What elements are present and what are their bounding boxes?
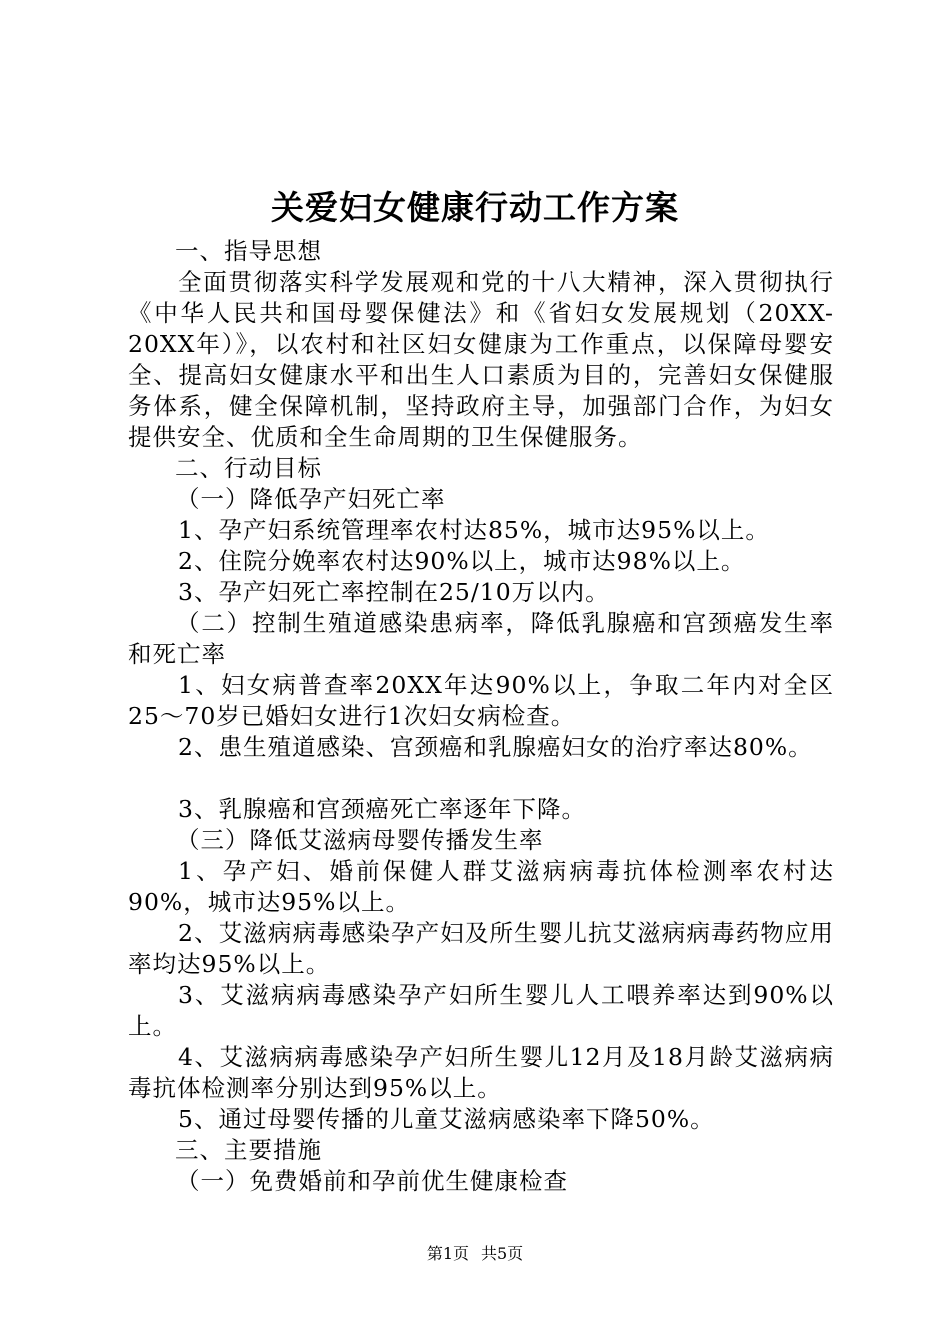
document-title: 关爱妇女健康行动工作方案 — [271, 188, 679, 227]
list-item: 1、孕产妇系统管理率农村达85%，城市达95%以上。 — [178, 516, 770, 544]
section-heading: 三、主要措施 — [175, 1136, 322, 1164]
subsection-heading: （一）免费婚前和孕前优生健康检查 — [176, 1167, 568, 1195]
page-number: 第1页 — [426, 1244, 469, 1263]
list-item: 3、乳腺癌和宫颈癌死亡率逐年下降。 — [178, 795, 586, 823]
list-item: 1、孕产妇、婚前保健人群艾滋病病毒抗体检测率农村达90%，城市达95%以上。 — [128, 857, 834, 916]
section-heading: 一、指导思想 — [175, 237, 322, 265]
list-item: 1、妇女病普查率20XX年达90%以上，争取二年内对全区25～70岁已婚妇女进行1次妇女病检查。 — [128, 671, 834, 730]
list-item: 3、艾滋病病毒感染孕产妇所生婴儿人工喂养率达到90%以上。 — [128, 981, 834, 1040]
list-item: 2、住院分娩率农村达90%以上，城市达98%以上。 — [178, 547, 746, 575]
document-body — [128, 236, 834, 1197]
page-total: 共5页 — [481, 1244, 524, 1263]
list-item: 2、艾滋病病毒感染孕产妇及所生婴儿抗艾滋病病毒药物应用率均达95%以上。 — [128, 919, 834, 978]
list-item: 2、患生殖道感染、宫颈癌和乳腺癌妇女的治疗率达80%。 — [178, 733, 813, 761]
subsection-heading: （一）降低孕产妇死亡率 — [176, 485, 446, 513]
list-item: 4、艾滋病病毒感染孕产妇所生婴儿12月及18月龄艾滋病病毒抗体检测率分别达到95%以上。 — [128, 1043, 834, 1102]
subsection-heading: （三）降低艾滋病母婴传播发生率 — [176, 826, 544, 854]
subsection-heading: （二）控制生殖道感染患病率，降低乳腺癌和宫颈癌发生率和死亡率 — [128, 609, 834, 668]
blank-line — [128, 763, 834, 794]
body-paragraph: 全面贯彻落实科学发展观和党的十八大精神，深入贯彻执行《中华人民共和国母婴保健法》和《省妇女发展规划（20XX-20XX年）》，以农村和社区妇女健康为工作重点，以保障母婴安全、提高妇女健康水平和出生人口素质为目的，完善妇女保健服务体系，健全保障机制，坚持政府主导，加强部门合作，为妇女提供安全、优质和全生命周期的卫生保健服务。 — [128, 268, 834, 451]
list-item: 3、孕产妇死亡率控制在25/10万以内。 — [178, 578, 610, 606]
list-item: 5、通过母婴传播的儿童艾滋病感染率下降50%。 — [178, 1105, 715, 1133]
section-heading: 二、行动目标 — [175, 454, 322, 482]
page-footer — [0, 1243, 950, 1265]
